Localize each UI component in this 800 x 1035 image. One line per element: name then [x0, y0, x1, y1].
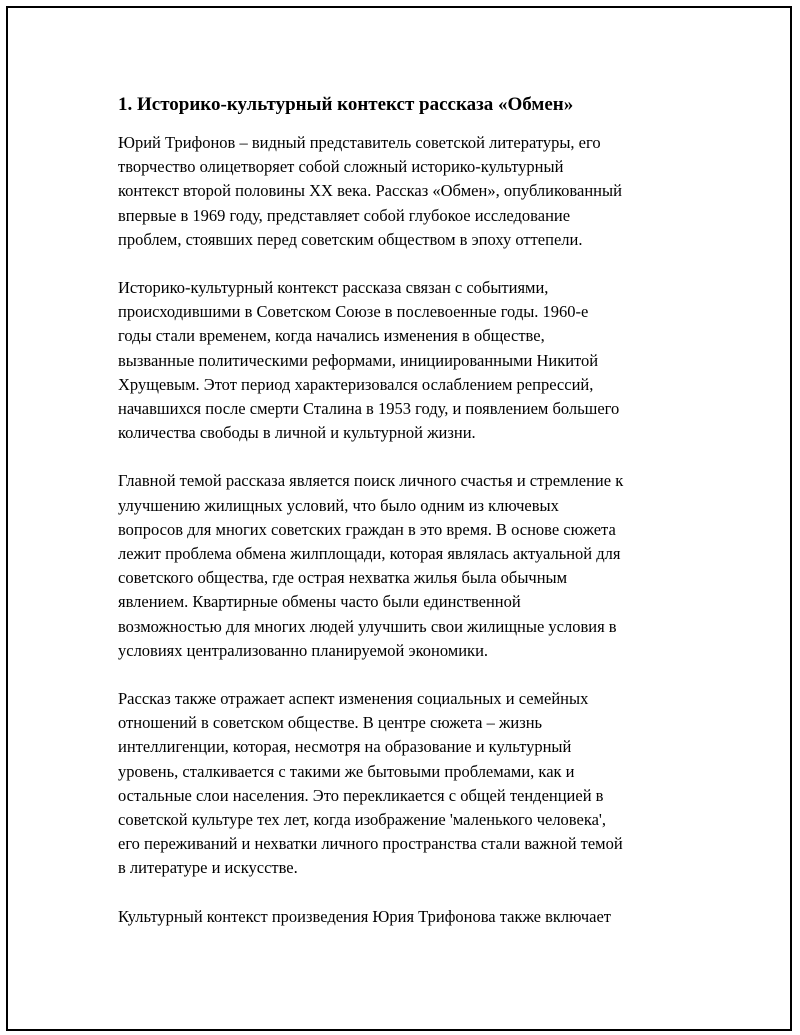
text-line: улучшению жилищных условий, что было одним из ключевых — [118, 495, 559, 515]
paragraph-4 — [118, 687, 698, 881]
text-line: уровень, сталкивается с такими же бытовыми проблемами, как и — [118, 761, 575, 781]
text-line: происходившими в Советском Союзе в послевоенные годы. 1960-е — [118, 302, 589, 322]
text-line: впервые в 1969 году, представляет собой глубокое исследование — [118, 205, 571, 225]
text-line: количества свободы в личной и культурной жизни. — [118, 423, 476, 443]
text-line: вопросов для многих советских граждан в это время. В основе сюжета — [118, 519, 616, 539]
text-line: Юрий Трифонов – видный представитель советской литературы, его — [118, 133, 601, 152]
text-line: Главной темой рассказа является поиск личного счастья и стремление к — [118, 471, 624, 491]
text-line: условиях централизованно планируемой экономики. — [118, 640, 489, 660]
text-line: начавшихся после смерти Сталина в 1953 году, и появлением большего — [118, 399, 620, 419]
text-line: годы стали временем, когда начались изменения в обществе, — [118, 326, 545, 346]
document-body — [118, 93, 698, 953]
text-line: контекст второй половины XX века. Рассказ «Обмен», опубликованный — [118, 181, 622, 201]
text-line: интеллигенции, которая, несмотря на образование и культурный — [118, 737, 572, 757]
text-line: отношений в советском обществе. В центре сюжета – жизнь — [118, 713, 543, 733]
paragraph-2 — [118, 276, 698, 445]
text-line: Историко-культурный контекст рассказа связан с событиями, — [118, 278, 549, 298]
text-line: Хрущевым. Этот период характеризовался ослаблением репрессий, — [118, 374, 594, 394]
text-line: остальные слои населения. Это перекликается с общей тенденцией в — [118, 785, 604, 805]
text-line: Рассказ также отражает аспект изменения социальных и семейных — [118, 689, 589, 709]
text-line: его переживаний и нехватки личного пространства стали важной темой — [118, 834, 623, 854]
paragraph-3 — [118, 469, 698, 663]
text-line: творчество олицетворяет собой сложный историко-культурный — [118, 157, 564, 177]
paragraph-5 — [118, 905, 698, 929]
text-line: Культурный контекст произведения Юрия Трифонова также включает — [118, 906, 612, 926]
text-line: в литературе и искусстве. — [118, 858, 298, 878]
text-line: советского общества, где острая нехватка жилья была обычным — [118, 568, 568, 588]
paragraph-1 — [118, 131, 698, 252]
text-line: явлением. Квартирные обмены часто были единственной — [118, 592, 521, 612]
text-line: лежит проблема обмена жилплощади, которая являлась актуальной для — [118, 544, 621, 564]
text-line: советской культуре тех лет, когда изображение 'маленького человека', — [118, 810, 607, 830]
text-line: вызванные политическими реформами, инициированными Никитой — [118, 350, 599, 370]
text-line: проблем, стоявших перед советским обществом в эпоху оттепели. — [118, 229, 583, 249]
section-heading: 1. Историко-культурный контекст рассказа «Обмен» — [118, 94, 574, 115]
text-line: возможностью для многих людей улучшить свои жилищные условия в — [118, 616, 617, 636]
